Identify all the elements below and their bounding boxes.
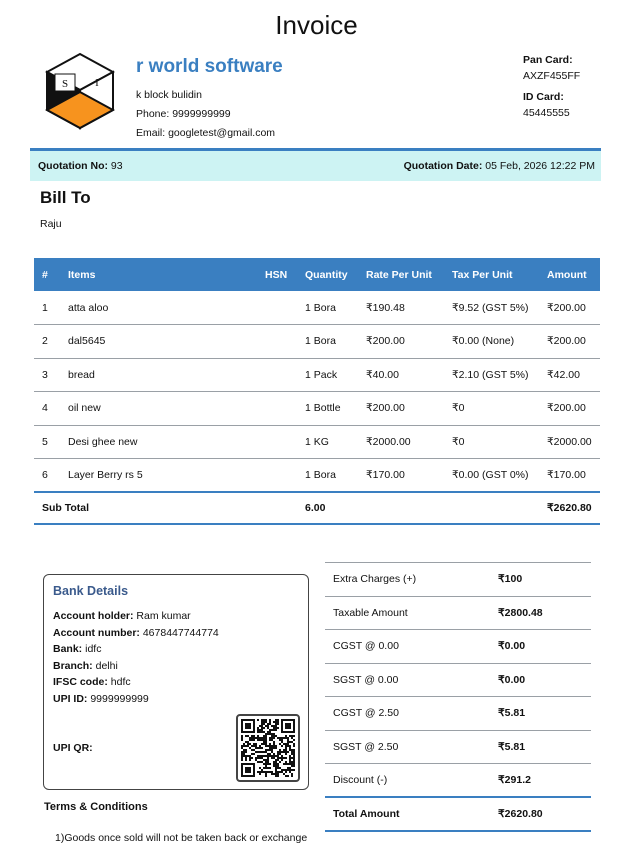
- col-rate: Rate Per Unit: [358, 258, 444, 291]
- totals-row-cgst-2-5: CGST @ 2.50 ₹5.81: [325, 697, 591, 731]
- terms-item: 1)Goods once sold will not be taken back or exchange: [55, 832, 308, 844]
- col-amount: Amount: [539, 258, 600, 291]
- quotation-date: Quotation Date: 05 Feb, 2026 12:22 PM: [403, 160, 595, 172]
- company-ids: [523, 52, 580, 126]
- totals-row-sgst-2-5: SGST @ 2.50 ₹5.81: [325, 730, 591, 764]
- table-row: 5 Desi ghee new 1 KG ₹2000.00 ₹0 ₹2000.00: [34, 425, 600, 459]
- id-card-label: ID Card:: [523, 91, 564, 103]
- col-index: #: [34, 258, 60, 291]
- totals-row-extra-charges: Extra Charges (+) ₹100: [325, 563, 591, 597]
- terms-heading: Terms & Conditions: [44, 801, 148, 813]
- id-card-value: 45445555: [523, 107, 570, 119]
- table-row: 1 atta aloo 1 Bora ₹190.48 ₹9.52 (GST 5%) ₹200.00: [34, 291, 600, 325]
- total-amount-label: Total Amount: [325, 797, 490, 831]
- col-items: Items: [60, 258, 257, 291]
- quotation-number: Quotation No: 93: [38, 160, 123, 172]
- company-email: Email: googletest@gmail.com: [136, 127, 276, 139]
- subtotal-label: Sub Total: [34, 492, 297, 524]
- totals-row-taxable-amount: Taxable Amount ₹2800.48: [325, 596, 591, 630]
- table-row: 4 oil new 1 Bottle ₹200.00 ₹0 ₹200.00: [34, 392, 600, 426]
- qr-finder-square: [245, 767, 251, 773]
- pan-label: Pan Card:: [523, 54, 573, 66]
- company-logo: [45, 52, 115, 130]
- logo-letter-i: I: [95, 77, 99, 89]
- subtotal-amount: ₹2620.80: [539, 492, 600, 524]
- company-phone: Phone: 9999999999: [136, 108, 231, 120]
- pan-value: AXZF455FF: [523, 70, 581, 82]
- totals-table: [325, 562, 591, 832]
- company-info: [136, 56, 283, 143]
- table-row: 6 Layer Berry rs 5 1 Bora ₹170.00 ₹0.00 (GST 0%) ₹170.00: [34, 459, 600, 493]
- bank-name: Bank: idfc: [53, 643, 102, 655]
- table-row: 3 bread 1 Pack ₹40.00 ₹2.10 (GST 5%) ₹42.00: [34, 358, 600, 392]
- upi-id: UPI ID: 9999999999: [53, 692, 149, 705]
- total-amount-row: [325, 797, 591, 831]
- account-holder: Account holder: Ram kumar: [53, 610, 191, 622]
- totals-row-discount: Discount (-) ₹291.2: [325, 764, 591, 798]
- quotation-bar: [30, 148, 601, 181]
- upi-qr-code: [236, 714, 300, 782]
- col-quantity: Quantity: [297, 258, 358, 291]
- subtotal-row: [34, 492, 600, 524]
- upi-qr-label: UPI QR:: [53, 742, 93, 754]
- company-address: k block bulidin: [136, 89, 202, 101]
- bill-to-name: Raju: [40, 218, 62, 230]
- qr-finder-square: [245, 723, 251, 729]
- ifsc-code: IFSC code: hdfc: [53, 676, 131, 688]
- items-header-row: [34, 258, 600, 291]
- totals-row-sgst-0: SGST @ 0.00 ₹0.00: [325, 663, 591, 697]
- table-row: 2 dal5645 1 Bora ₹200.00 ₹0.00 (None) ₹200.00: [34, 325, 600, 359]
- total-amount-value: ₹2620.80: [490, 797, 591, 831]
- qr-finder-square: [285, 723, 291, 729]
- qr-code-image: [241, 719, 295, 777]
- totals-row-cgst-0: CGST @ 0.00 ₹0.00: [325, 630, 591, 664]
- logo-letter-s: S: [61, 78, 69, 90]
- bank-details: [43, 574, 309, 790]
- bank-branch: Branch: delhi: [53, 659, 118, 672]
- bank-details-title: Bank Details: [53, 584, 129, 598]
- bill-to-heading: Bill To: [40, 188, 91, 207]
- account-number: Account number: 4678447744774: [53, 626, 219, 639]
- page-title: Invoice: [275, 10, 358, 40]
- company-name: r world software: [136, 56, 283, 77]
- items-table: [34, 258, 600, 525]
- col-tax: Tax Per Unit: [444, 258, 539, 291]
- col-hsn: HSN: [257, 258, 297, 291]
- subtotal-qty: 6.00: [297, 492, 358, 524]
